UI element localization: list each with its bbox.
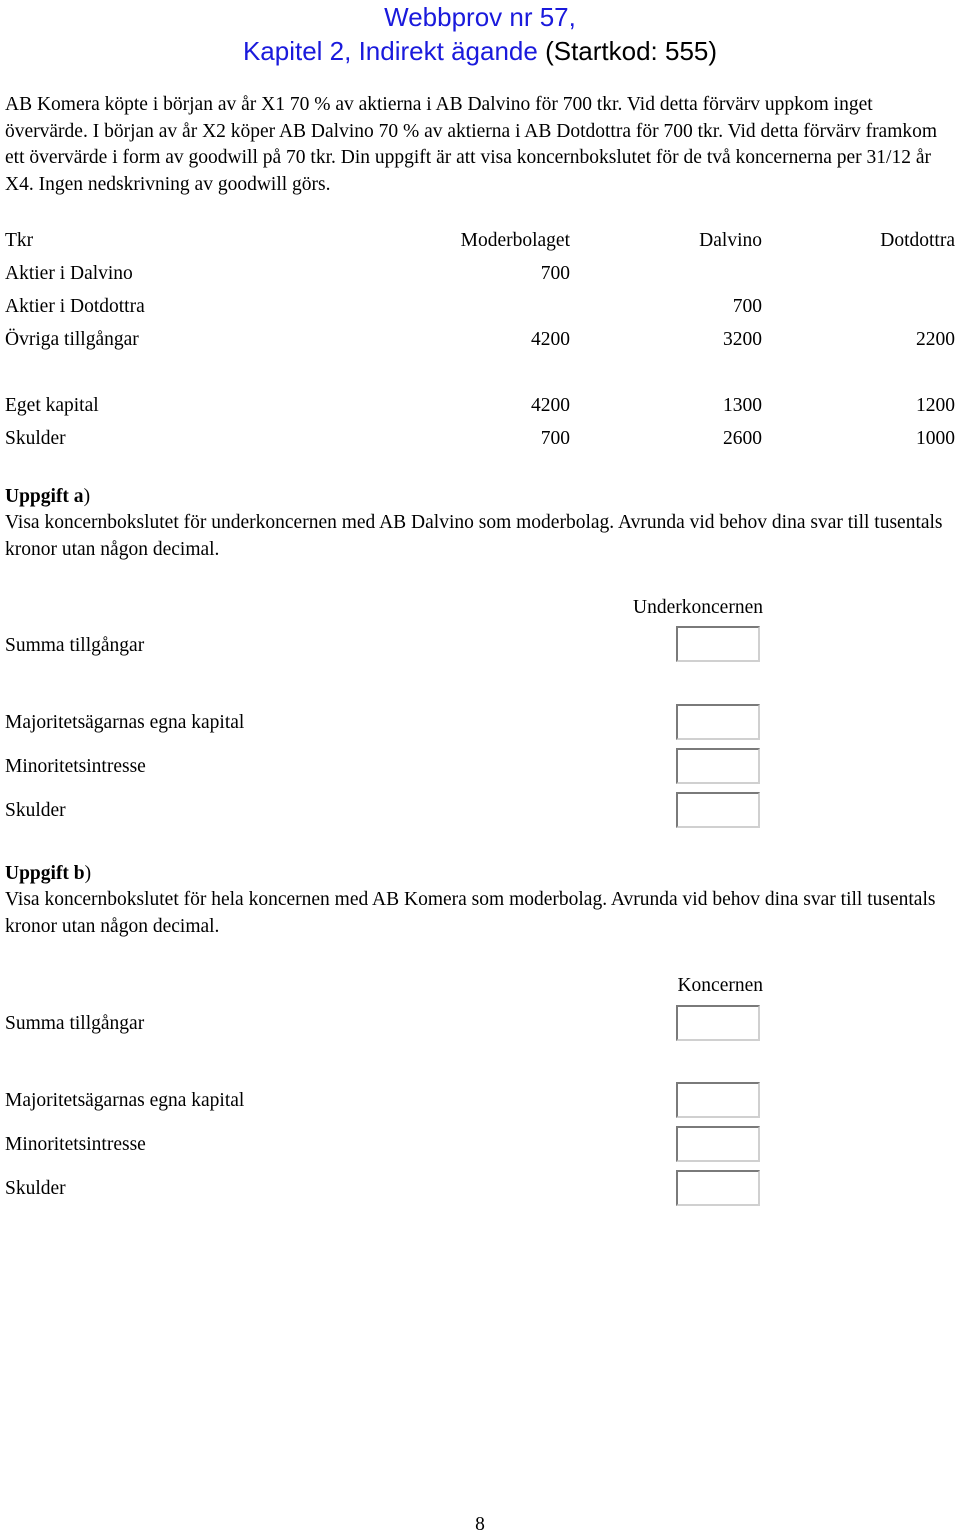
- row-value-moderbolaget: 4200: [531, 329, 570, 350]
- page-title: [0, 0, 960, 68]
- task-b-label-summa-tillgangar: Summa tillgångar: [5, 1013, 145, 1034]
- task-a-heading: [5, 485, 90, 509]
- task-a-input-skulder[interactable]: [676, 792, 760, 828]
- row-label: Eget kapital: [5, 395, 99, 416]
- table-header-tkr: Tkr: [5, 230, 34, 251]
- row-value-dotdottra: 2200: [916, 329, 955, 350]
- table-row: [5, 295, 955, 319]
- task-a-column-header: Underkoncernen: [633, 597, 763, 618]
- title-startcode: (Startkod: 555): [545, 36, 718, 66]
- row-label: Aktier i Dotdottra: [5, 296, 145, 317]
- row-value-dalvino: 1300: [723, 395, 762, 416]
- task-a-heading-paren: ): [83, 486, 91, 507]
- task-b-label-majoritet: Majoritetsägarnas egna kapital: [5, 1090, 245, 1111]
- title-line-1: Webbprov nr 57,: [384, 2, 576, 32]
- task-a-input-summa-tillgangar[interactable]: [676, 626, 760, 662]
- page-number: 8: [475, 1514, 485, 1535]
- task-b-input-majoritet[interactable]: [676, 1082, 760, 1118]
- task-a-label-summa-tillgangar: Summa tillgångar: [5, 635, 145, 656]
- title-line-2: [0, 34, 960, 68]
- row-label: Skulder: [5, 428, 66, 449]
- row-value-moderbolaget: 700: [540, 263, 570, 284]
- task-a-label-majoritet: Majoritetsägarnas egna kapital: [5, 712, 245, 733]
- row-value-dalvino: 3200: [723, 329, 762, 350]
- task-a-instructions: Visa koncernbokslutet för underkoncernen med AB Dalvino som moderbolag. Avrunda vid behov dina svar till tusentals kronor utan någon decimal.: [5, 512, 943, 560]
- task-a-label-minoritet: Minoritetsintresse: [5, 756, 146, 777]
- table-header-moderbolaget: Moderbolaget: [460, 230, 570, 251]
- table-row: [5, 394, 955, 418]
- task-b-heading: [5, 862, 91, 886]
- task-a-input-majoritet[interactable]: [676, 704, 760, 740]
- table-header-row: [5, 229, 955, 253]
- task-b-input-summa-tillgangar[interactable]: [676, 1005, 760, 1041]
- task-b-heading-text: Uppgift b: [5, 863, 85, 884]
- row-value-dotdottra: 1000: [916, 428, 955, 449]
- task-a-input-minoritet[interactable]: [676, 748, 760, 784]
- table-row: [5, 328, 955, 352]
- row-label: Övriga tillgångar: [5, 329, 139, 350]
- row-value-moderbolaget: 700: [540, 428, 570, 449]
- task-b-input-minoritet[interactable]: [676, 1126, 760, 1162]
- task-b-instructions: Visa koncernbokslutet för hela koncernen med AB Komera som moderbolag. Avrunda vid behov dina svar till tusentals kronor utan någon decimal.: [5, 889, 936, 937]
- task-b-input-skulder[interactable]: [676, 1170, 760, 1206]
- table-header-dotdottra: Dotdottra: [880, 230, 955, 251]
- table-header-dalvino: Dalvino: [699, 230, 762, 251]
- row-value-dalvino: 2600: [723, 428, 762, 449]
- table-row: [5, 262, 955, 286]
- task-b-column-header: Koncernen: [677, 975, 763, 996]
- task-b-label-skulder: Skulder: [5, 1178, 66, 1199]
- table-row: [5, 427, 955, 451]
- task-b-heading-paren: ): [84, 863, 92, 884]
- row-value-dalvino: 700: [732, 296, 762, 317]
- title-chapter: Kapitel 2, Indirekt ägande: [242, 36, 538, 66]
- task-a-heading-text: Uppgift a: [5, 486, 84, 507]
- row-value-dotdottra: 1200: [916, 395, 955, 416]
- intro-paragraph: AB Komera köpte i början av år X1 70 % av aktierna i AB Dalvino för 700 tkr. Vid detta förvärv uppkom inget övervärde. I början av år X2 köper AB Dalvino 70 % av aktierna i AB Dotdottra för 700 tkr. Vid detta förvärv framkom ett övervärde i form av goodwill på 70 tkr. Din uppgift är att visa koncernbokslutet för de två koncernerna per 31/12 år X4. Ingen nedskrivning av goodwill görs.: [5, 94, 938, 195]
- task-b-label-minoritet: Minoritetsintresse: [5, 1134, 146, 1155]
- row-value-moderbolaget: 4200: [531, 395, 570, 416]
- task-a-label-skulder: Skulder: [5, 800, 66, 821]
- row-label: Aktier i Dalvino: [5, 263, 133, 284]
